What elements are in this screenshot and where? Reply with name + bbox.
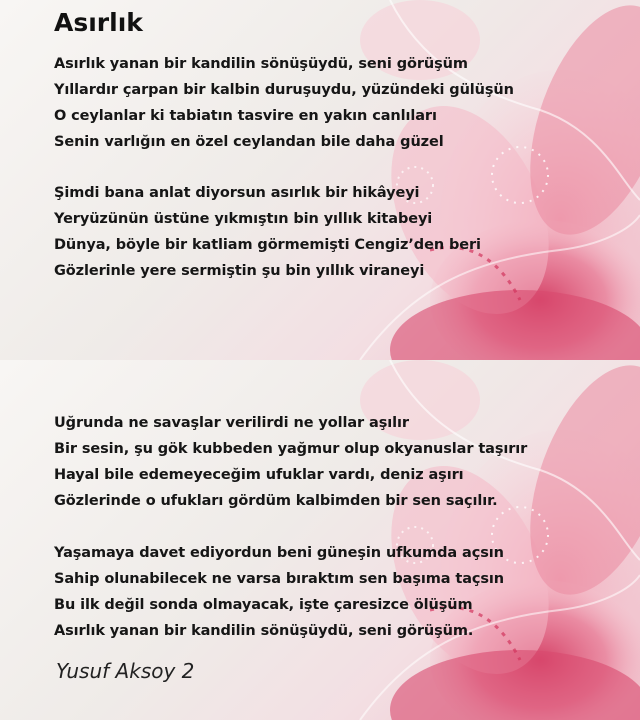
poem-line: Şimdi bana anlat diyorsun asırlık bir hikâyeyi	[54, 185, 420, 201]
poem-line: O ceylanlar ki tabiatın tasvire en yakın canlıları	[54, 108, 437, 124]
poem-line: Yeryüzünün üstüne yıkmıştın bin yıllık kitabeyi	[54, 211, 433, 227]
stanza-3	[54, 410, 527, 514]
poem-line: Asırlık yanan bir kandilin sönüşüydü, seni görüşüm	[54, 56, 468, 72]
stanza-2	[54, 180, 481, 284]
poem-line: Uğrunda ne savaşlar verilirdi ne yollar aşılır	[54, 415, 409, 431]
poem-line: Yaşamaya davet ediyordun beni güneşin ufkumda açsın	[54, 545, 504, 561]
poem-line: Asırlık yanan bir kandilin sönüşüydü, seni görüşüm.	[54, 623, 474, 639]
poem-line: Gözlerinde o ufukları gördüm kalbimden bir sen saçılır.	[54, 493, 498, 509]
poem-title: Asırlık	[54, 8, 143, 37]
poem-line: Dünya, böyle bir katliam görmemişti Cengiz’den beri	[54, 237, 481, 253]
poem-line: Sahip olunabilecek ne varsa bıraktım sen başıma taçsın	[54, 571, 505, 587]
poem-line: Bir sesin, şu gök kubbeden yağmur olup okyanuslar taşırır	[54, 441, 528, 457]
poem-line: Gözlerinle yere sermiştin şu bin yıllık viraneyi	[54, 263, 425, 279]
poem-line: Bu ilk değil sonda olmayacak, işte çaresizce ölüşüm	[54, 597, 473, 613]
stanza-4	[54, 540, 504, 644]
poem-line: Senin varlığın en özel ceylandan bile daha güzel	[54, 134, 444, 150]
poem-line: Yıllardır çarpan bir kalbin duruşuydu, yüzündeki gülüşün	[54, 82, 514, 98]
poem-author: Yusuf Aksoy 2	[56, 659, 195, 683]
poem-line: Hayal bile edemeyeceğim ufuklar vardı, deniz aşırı	[54, 467, 464, 483]
stanza-1	[54, 51, 514, 155]
